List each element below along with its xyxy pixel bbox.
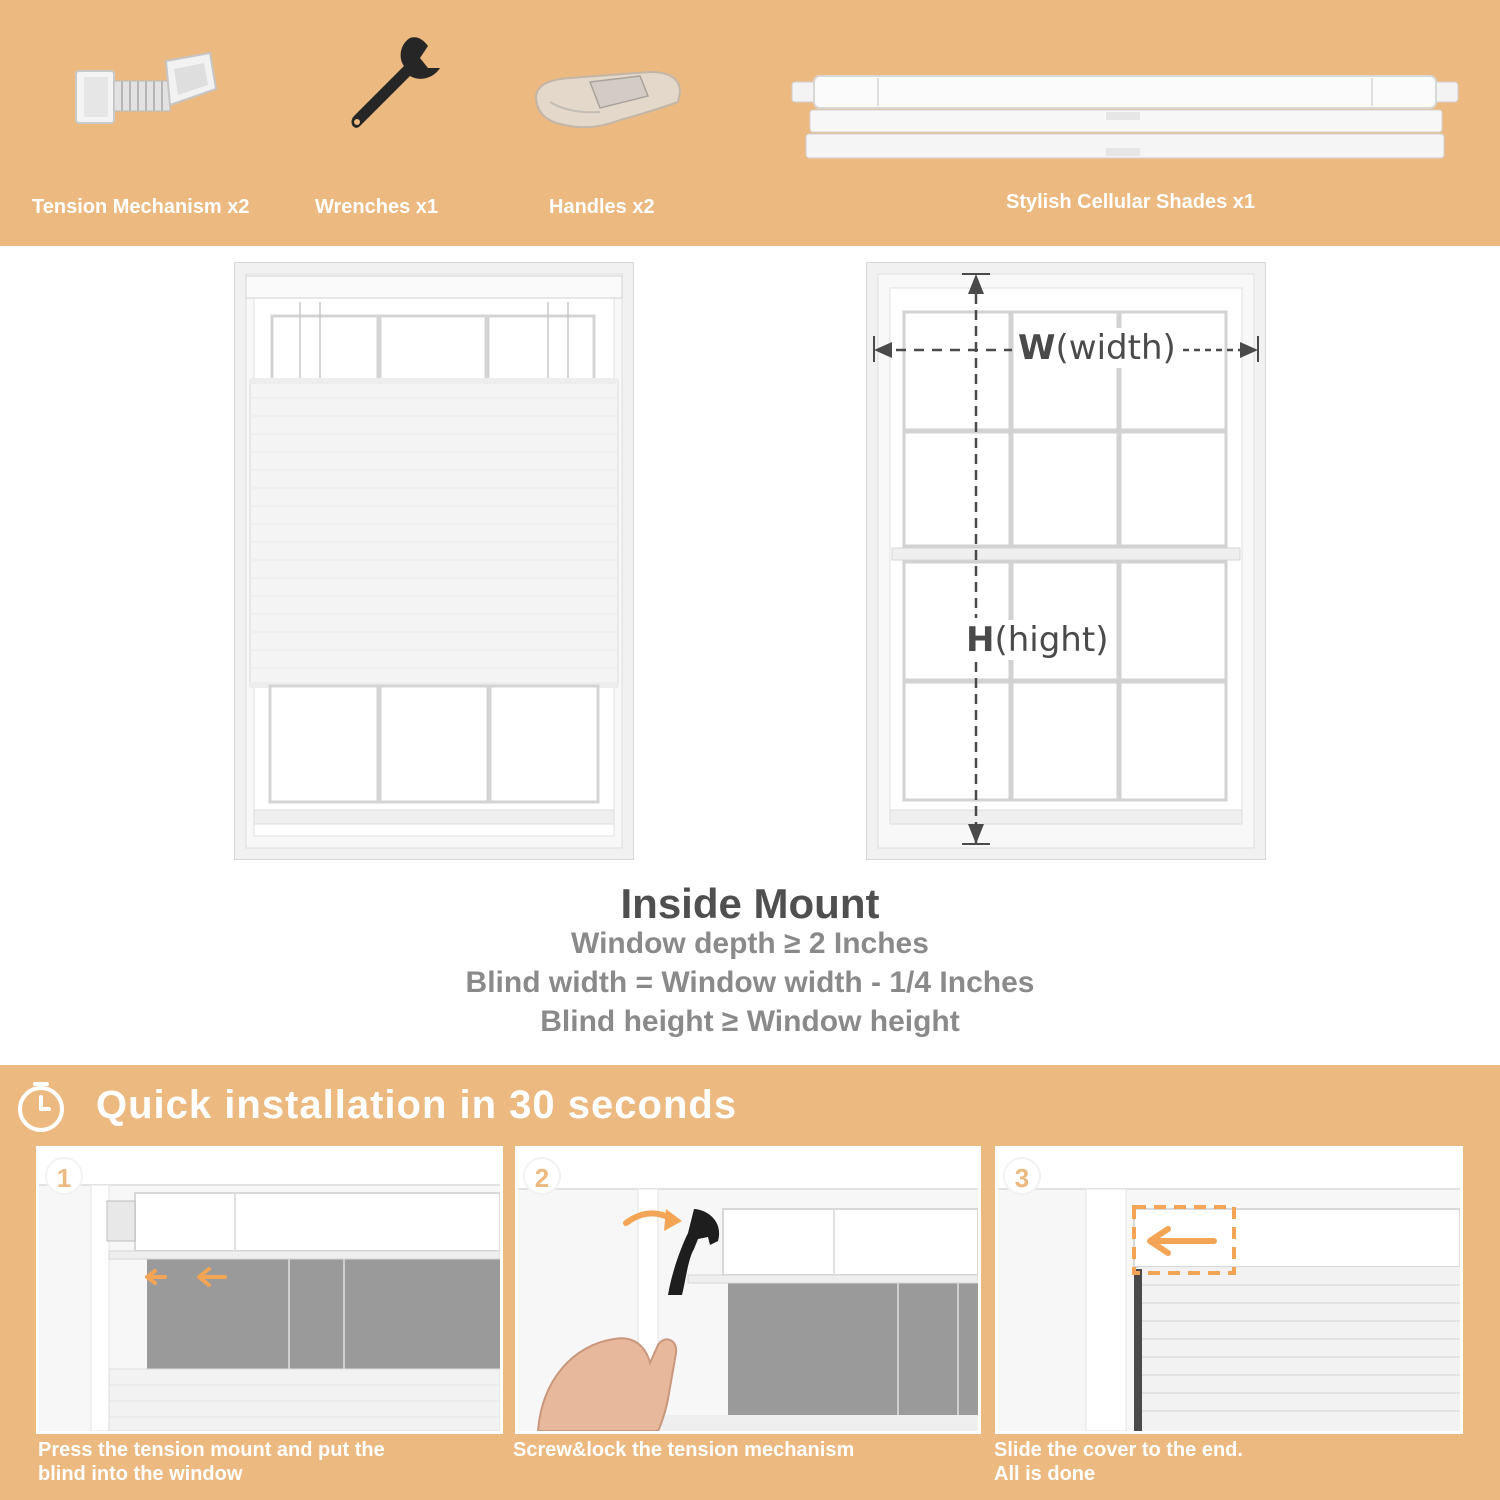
window-with-shade-illustration bbox=[234, 262, 634, 860]
width-letter: W bbox=[1018, 328, 1056, 368]
step-2-caption-line1: Screw&lock the tension mechanism bbox=[513, 1439, 855, 1461]
handle-icon bbox=[530, 62, 685, 137]
step-2-number: 2 bbox=[523, 1157, 561, 1195]
step-3-number: 3 bbox=[1003, 1157, 1041, 1195]
cellular-shade-icon bbox=[788, 72, 1462, 164]
mount-requirement-width: Blind width = Window width - 1/4 Inches bbox=[465, 966, 1035, 999]
mount-title: Inside Mount bbox=[620, 880, 880, 927]
mount-requirement-depth: Window depth ≥ 2 Inches bbox=[571, 927, 929, 960]
wrench-icon bbox=[340, 30, 450, 140]
installation-title: Quick installation in 30 seconds bbox=[96, 1083, 738, 1127]
step-2-caption bbox=[513, 1438, 854, 1462]
part-label-shade: Stylish Cellular Shades x1 bbox=[1006, 191, 1255, 213]
height-letter: H bbox=[966, 620, 995, 660]
part-label-wrench: Wrenches x1 bbox=[315, 196, 439, 218]
width-dimension-label bbox=[1014, 328, 1180, 368]
step-3-caption-line2: All is done bbox=[994, 1463, 1096, 1485]
step-3-caption-line1: Slide the cover to the end. bbox=[994, 1439, 1243, 1461]
step-3-photo bbox=[995, 1146, 1463, 1434]
step-1-caption-line1: Press the tension mount and put the bbox=[38, 1439, 385, 1461]
stopwatch-icon bbox=[15, 1078, 69, 1134]
step-1-caption bbox=[38, 1438, 385, 1486]
height-dimension-label bbox=[962, 620, 1112, 660]
tension-mechanism-icon bbox=[70, 45, 220, 135]
step-1-photo bbox=[36, 1146, 503, 1434]
mount-requirement-height: Blind height ≥ Window height bbox=[540, 1005, 960, 1038]
step-2-photo bbox=[515, 1146, 981, 1434]
step-3-caption bbox=[994, 1438, 1243, 1486]
step-1-caption-line2: blind into the window bbox=[38, 1463, 243, 1485]
part-label-handle: Handles x2 bbox=[549, 196, 655, 218]
width-word: (width) bbox=[1055, 328, 1176, 368]
height-word: (hight) bbox=[994, 620, 1109, 660]
part-label-tension: Tension Mechanism x2 bbox=[32, 196, 250, 218]
step-1-number: 1 bbox=[45, 1157, 83, 1195]
